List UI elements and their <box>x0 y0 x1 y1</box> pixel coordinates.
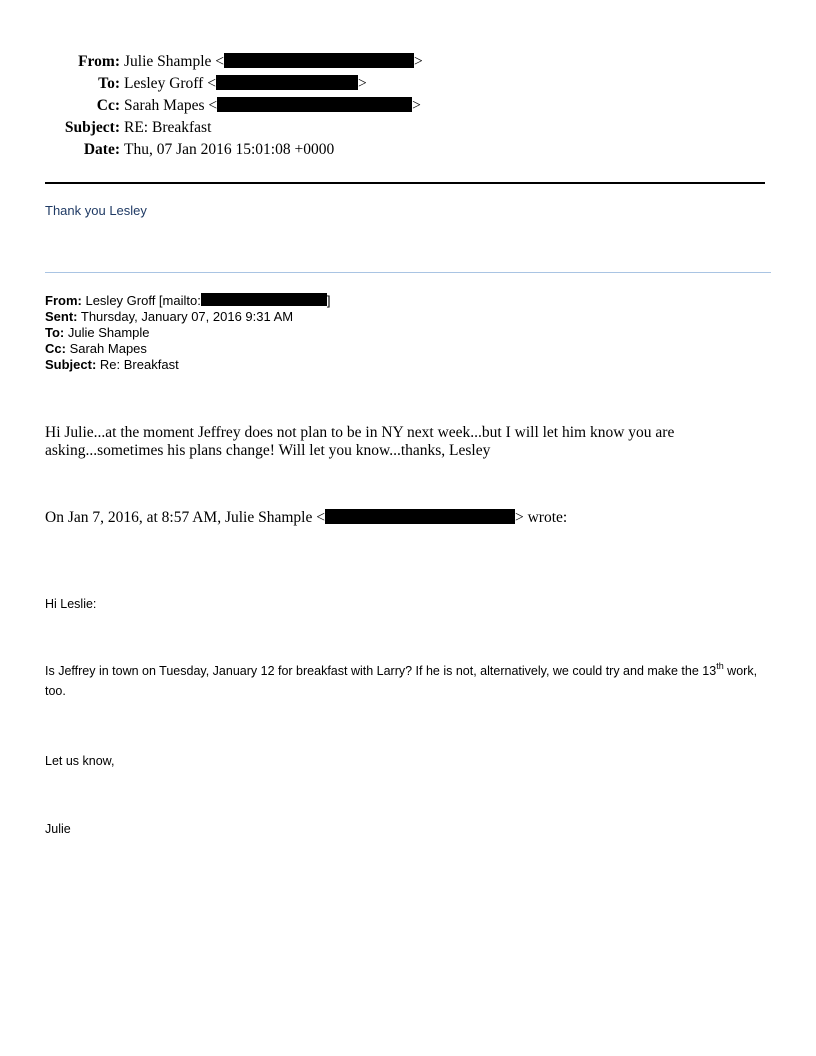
header-date-row <box>40 139 580 161</box>
fwd-to-value: Julie Shample <box>67 325 150 340</box>
reply-text: Thank you Lesley <box>45 203 147 218</box>
fwd-sent-label: Sent: <box>45 309 78 324</box>
subject-label: Subject: <box>64 119 120 136</box>
julie-closing: Let us know, <box>45 754 115 768</box>
from-label: From: <box>78 53 120 70</box>
header-cc-row: Cc: Sarah Mapes < > <box>40 95 580 117</box>
fwd-cc-label: Cc: <box>45 341 66 356</box>
from-name: Julie Shample <box>124 53 212 70</box>
fwd-subject-label: Subject: <box>45 357 97 372</box>
redaction-bar <box>224 53 414 68</box>
julie-greeting: Hi Leslie: <box>45 597 97 611</box>
subject-value: RE: Breakfast <box>124 119 212 136</box>
fwd-to-row <box>45 325 330 341</box>
redaction-bar <box>201 293 327 306</box>
julie-body-sup: th <box>716 661 724 671</box>
fwd-subject-row <box>45 357 330 373</box>
header-subject-row <box>40 117 580 139</box>
redaction-bar <box>325 509 515 524</box>
redaction-bar <box>217 97 412 112</box>
fwd-subject-value: Re: Breakfast <box>99 357 179 372</box>
fwd-cc-row <box>45 341 330 357</box>
fwd-cc-value: Sarah Mapes <box>69 341 147 356</box>
date-label: Date: <box>83 141 120 158</box>
fwd-sent-row <box>45 309 330 325</box>
cc-label: Cc: <box>96 97 120 114</box>
julie-signature: Julie <box>45 822 71 836</box>
header-from-row: From: Julie Shample < > <box>40 51 580 73</box>
cc-name: Sarah Mapes <box>124 97 205 114</box>
julie-body-end: work, too. <box>45 664 758 698</box>
to-label: To: <box>98 75 120 92</box>
fwd-to-label: To: <box>45 325 65 340</box>
email-header <box>40 51 580 161</box>
quote-intro <box>45 509 765 527</box>
reply-divider <box>45 272 771 273</box>
fwd-from-row: From: Lesley Groff [mailto: ] <box>45 293 331 308</box>
redaction-bar <box>216 75 358 90</box>
header-divider <box>45 182 765 184</box>
fwd-from-value: Lesley Groff [mailto: <box>85 293 201 308</box>
header-to-row: To: Lesley Groff < > <box>40 73 580 95</box>
quote-intro-after: > wrote: <box>514 509 568 526</box>
date-value: Thu, 07 Jan 2016 15:01:08 +0000 <box>124 141 335 158</box>
fwd-from-label: From: <box>45 293 82 308</box>
julie-body-main: Is Jeffrey in town on Tuesday, January 12 for breakfast with Larry? If he is not, alternatively, we could try and make the 13 <box>45 664 717 678</box>
forwarded-header <box>45 293 330 373</box>
to-name: Lesley Groff <box>124 75 204 92</box>
fwd-sent-value: Thursday, January 07, 2016 9:31 AM <box>80 309 294 324</box>
julie-body <box>45 661 765 701</box>
lesley-message: Hi Julie...at the moment Jeffrey does not plan to be in NY next week...but I will let him know you are asking...sometimes his plans change! Will let you know...thanks, Lesley <box>45 424 675 459</box>
quote-intro-before: On Jan 7, 2016, at 8:57 AM, Julie Shample < <box>45 509 325 526</box>
